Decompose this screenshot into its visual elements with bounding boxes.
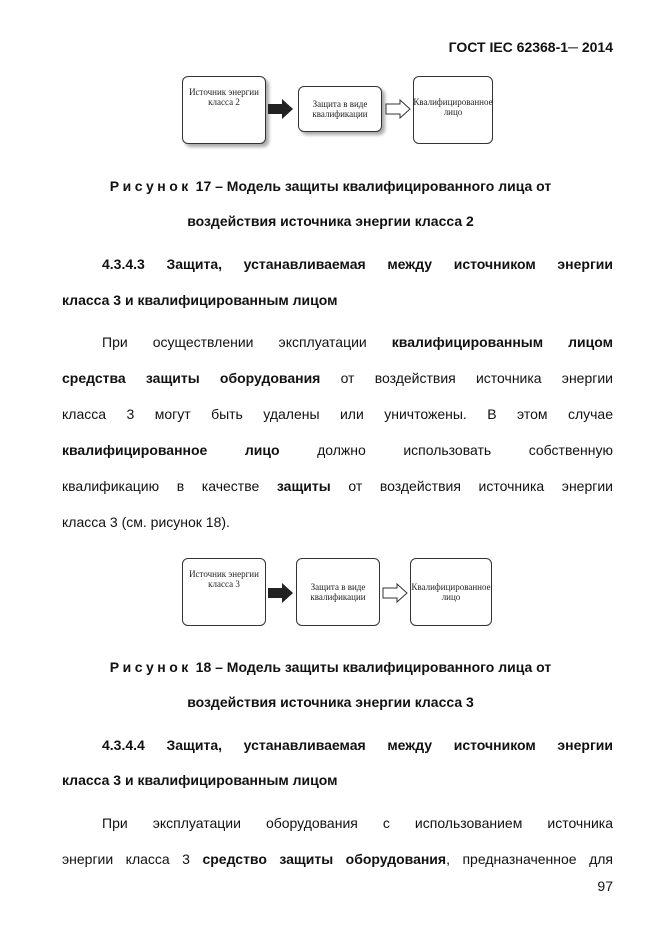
outline-arrow-icon	[385, 99, 411, 119]
paragraph-line: энергии класса 3 средство защиты оборудования, предназначенное для	[62, 851, 613, 867]
figure-17-caption-line2: воздействия источника энергии класса 2	[187, 213, 474, 229]
page-number: 97	[597, 878, 613, 894]
paragraph-line: При эксплуатации оборудования с использованием источника	[102, 815, 613, 831]
document-header: ГОСТ IEC 62368-1─ 2014	[448, 39, 613, 55]
paragraph-line: класса 3 могут быть удалены или уничтожены. В этом случае	[62, 406, 613, 422]
paragraph-line: При осуществлении эксплуатации квалифицированным лицом	[102, 334, 613, 350]
paragraph-line: квалифицированное лицо должно использовать собственную	[62, 442, 613, 458]
figure-18-diagram	[0, 558, 661, 638]
section-4344-heading-line2: класса 3 и квалифицированным лицом	[62, 772, 338, 788]
paragraph-line: средства защиты оборудования от воздействия источника энергии	[62, 370, 614, 386]
section-4343-heading: 4.3.4.3 Защита, устанавливаемая между источником энергии	[102, 256, 613, 272]
qualified-person-box: Квалифицированное лицо	[413, 76, 493, 144]
section-4343-heading-line2: класса 3 и квалифицированным лицом	[62, 292, 338, 308]
caption-prefix: Рисунок	[109, 659, 192, 675]
paragraph-line: квалификацию в качестве защиты от воздействия источника энергии	[62, 478, 614, 494]
energy-source-box: Источник энергии класса 3	[182, 558, 266, 626]
energy-source-box: Источник энергии класса 2	[182, 76, 266, 144]
caption-text: 17 – Модель защиты квалифицированного лица от	[195, 178, 552, 194]
caption-text: 18 – Модель защиты квалифицированного лица от	[195, 659, 552, 675]
figure-18-caption	[0, 659, 661, 675]
figure-17-diagram	[0, 76, 661, 156]
outline-arrow-icon	[382, 583, 408, 603]
figure-17-caption	[0, 178, 661, 194]
figure-18-caption-line2: воздействия источника энергии класса 3	[187, 694, 474, 710]
solid-arrow-icon	[268, 99, 294, 119]
caption-prefix: Рисунок	[109, 178, 192, 194]
qualified-person-box: Квалифицированное лицо	[410, 558, 492, 626]
qualification-safeguard-box: Защита в виде квалификации	[298, 86, 382, 132]
paragraph-line: класса 3 (см. рисунок 18).	[62, 514, 230, 530]
solid-arrow-icon	[268, 583, 294, 603]
qualification-safeguard-box: Защита в виде квалификации	[296, 558, 380, 626]
section-4344-heading: 4.3.4.4 Защита, устанавливаемая между источником энергии	[102, 737, 613, 753]
